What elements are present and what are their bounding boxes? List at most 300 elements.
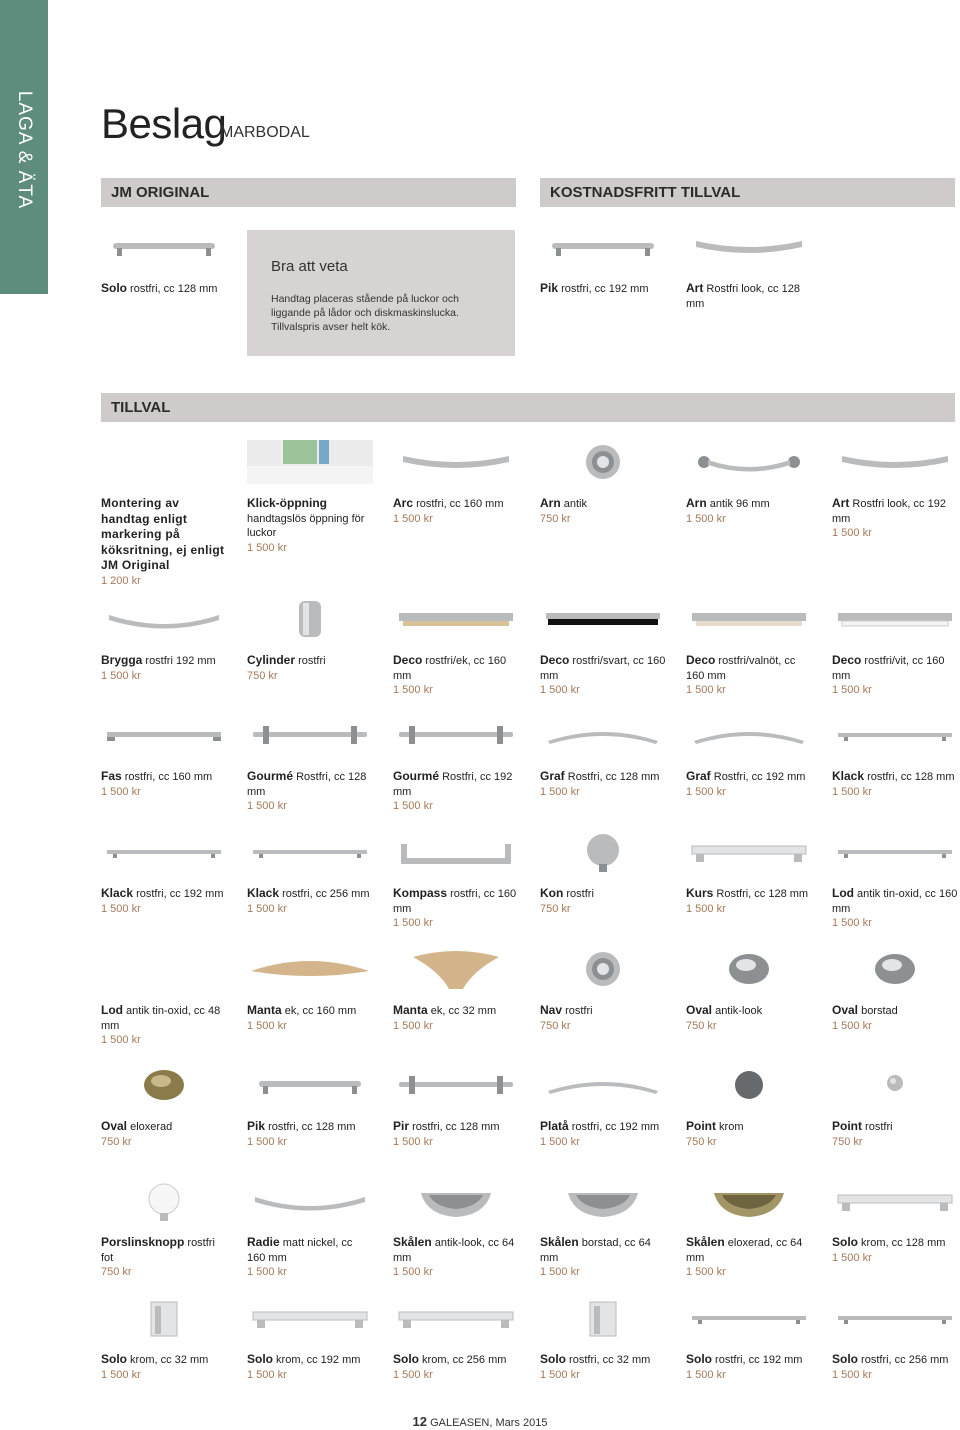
product-price: 1 500 kr (832, 1019, 872, 1032)
product-price: 1 500 kr (393, 1019, 433, 1032)
product-name (686, 1235, 812, 1265)
product-desc: rostfri, cc 160 mm (393, 888, 517, 915)
square-bar-icon (247, 1296, 373, 1340)
cup-handle-icon (686, 440, 812, 484)
round-knob-icon (540, 440, 666, 484)
product-price: 1 500 kr (247, 800, 287, 812)
product-name (832, 769, 958, 785)
product-title: Oval (686, 1003, 713, 1017)
product-price: 1 500 kr (686, 785, 726, 798)
page-number: 12 (412, 1414, 427, 1429)
product-desc: ek, cc 32 mm (427, 1005, 497, 1017)
product-card (832, 653, 958, 698)
product-name (393, 1352, 519, 1368)
product-price: 1 500 kr (832, 684, 872, 696)
info-box (247, 230, 515, 356)
square-bar-icon (393, 1296, 519, 1340)
product-card (393, 653, 519, 698)
product-name (393, 769, 519, 799)
product-name (832, 1119, 958, 1135)
product-title: Kurs (686, 886, 714, 900)
product-name (247, 886, 373, 902)
product-desc: rostfri 192 mm (142, 655, 216, 667)
product-title: Fas (101, 769, 122, 783)
product-price: 1 500 kr (393, 1368, 433, 1381)
product-desc: rostfri, cc 256 mm (279, 888, 370, 900)
thin-bar-icon (832, 1296, 958, 1340)
thin-bar-icon (832, 713, 958, 757)
curved-handle-icon (686, 225, 812, 269)
product-desc: rostfri, cc 160 mm (413, 498, 504, 510)
footer-date: Mars 2015 (495, 1417, 548, 1429)
product-price: 1 500 kr (247, 1135, 287, 1148)
product-price: 750 kr (101, 1135, 132, 1148)
product-desc: rostfri fot (101, 1237, 215, 1264)
product-title: Radie (247, 1235, 280, 1249)
product-name (247, 769, 373, 799)
product-title: Oval (101, 1119, 128, 1133)
info-text: Handtag placeras stående på luckor och liggande på lådor och diskmaskinslucka. Tillvalspris avser helt kök. (271, 293, 459, 333)
product-price: 750 kr (540, 902, 571, 915)
product-card (247, 1119, 373, 1149)
product-title: Solo (247, 1352, 273, 1366)
cone-knob-icon (540, 830, 666, 874)
product-card (686, 1003, 812, 1033)
product-card (686, 1235, 812, 1280)
product-title: Arc (393, 496, 414, 510)
product-price: 750 kr (686, 1135, 717, 1148)
product-price: 750 kr (686, 1019, 717, 1032)
product-desc: antik 96 mm (706, 498, 770, 510)
product-name (832, 1003, 958, 1019)
product-title: Montering av handtag enligt markering på köksritning, ej enligt JM Original (101, 496, 225, 572)
section-tab-label: LAGA & ÄTA (14, 90, 35, 210)
product-card (101, 886, 227, 916)
product-title: Deco (393, 653, 423, 667)
product-name (832, 653, 958, 683)
bar-handle-icon (247, 1063, 373, 1107)
bow-handle-icon (247, 1179, 373, 1223)
product-desc: Rostfri look, cc 192 mm (832, 498, 946, 525)
product-title: Art (686, 281, 704, 295)
product-card (393, 1352, 519, 1382)
product-desc: rostfri, cc 128 mm (127, 283, 218, 295)
product-card (832, 1119, 958, 1149)
product-name (247, 1352, 373, 1368)
product-card (393, 1003, 519, 1033)
product-title: Manta (393, 1003, 428, 1017)
product-price: 1 500 kr (393, 800, 433, 812)
wood-knob-icon (393, 947, 519, 991)
product-price: 1 500 kr (247, 902, 287, 915)
band-jm-original (101, 178, 516, 207)
product-card (393, 496, 519, 526)
product-name (832, 1235, 958, 1251)
product-desc: matt nickel, cc 160 mm (247, 1237, 353, 1264)
rail-handle-icon (247, 713, 373, 757)
product-name (247, 653, 373, 669)
product-card (247, 1235, 373, 1280)
arch-handle-icon (540, 1063, 666, 1107)
product-price: 1 500 kr (393, 512, 433, 525)
product-title: Pir (393, 1119, 410, 1133)
product-title: Kompass (393, 886, 448, 900)
product-name (101, 281, 227, 297)
product-desc: antik tin-oxid, cc 160 mm (832, 888, 958, 915)
product-title: Skålen (393, 1235, 432, 1249)
band-jm-original-label: JM ORIGINAL (111, 184, 210, 201)
arch-handle-icon (686, 713, 812, 757)
oval-knob-icon (686, 947, 812, 991)
product-title: Deco (686, 653, 716, 667)
dark-knob-icon (686, 1063, 812, 1107)
product-title: Oval (832, 1003, 859, 1017)
product-title: Graf (540, 769, 565, 783)
product-title: Solo (101, 281, 127, 295)
deco-walnut-icon (686, 597, 812, 641)
product-card (247, 653, 373, 683)
product-price: 750 kr (247, 669, 278, 682)
u-handle-icon (393, 830, 519, 874)
product-card (393, 769, 519, 814)
product-name (540, 1003, 666, 1019)
product-name (832, 1352, 958, 1368)
product-name (393, 496, 519, 512)
product-title: Deco (540, 653, 570, 667)
product-title: Solo (540, 1352, 566, 1366)
product-name (393, 653, 519, 683)
bar-handle-icon (101, 225, 227, 269)
band-tillval-label: TILLVAL (111, 399, 171, 416)
product-desc: rostfri/vit, cc 160 mm (832, 655, 945, 682)
product-desc: borstad, cc 64 mm (540, 1237, 651, 1264)
product-price: 750 kr (832, 1135, 863, 1148)
product-title: Porslinsknopp (101, 1235, 185, 1249)
product-title: Nav (540, 1003, 563, 1017)
product-title: Lod (101, 1003, 123, 1017)
product-desc: Rostfri, cc 128 mm (247, 771, 367, 798)
product-desc: rostfri, cc 192 mm (568, 1121, 660, 1133)
rail-handle-icon (393, 713, 519, 757)
blank-icon (101, 947, 227, 991)
product-desc: rostfri, cc 192 mm (558, 283, 649, 295)
product-price: 1 500 kr (686, 684, 726, 696)
product-card (101, 1003, 227, 1048)
product-desc: borstad (858, 1005, 898, 1017)
product-name (540, 886, 666, 902)
product-name (247, 496, 373, 541)
product-name (101, 1003, 227, 1033)
product-name (686, 1003, 812, 1019)
product-card (540, 1119, 666, 1149)
product-title: Solo (686, 1352, 712, 1366)
product-card (686, 1119, 812, 1149)
deco-black-icon (540, 597, 666, 641)
product-name (540, 1119, 666, 1135)
porcelain-knob-icon (101, 1179, 227, 1223)
product-desc: eloxerad, cc 64 mm (686, 1237, 803, 1264)
product-name (832, 496, 958, 526)
product-desc: rostfri/ek, cc 160 mm (393, 655, 507, 682)
flat-handle-icon (101, 713, 227, 757)
product-name (686, 886, 812, 902)
product-price: 1 500 kr (393, 1266, 433, 1278)
shell-handle-icon (540, 1179, 666, 1223)
product-card (832, 886, 958, 931)
product-price: 1 500 kr (101, 669, 141, 682)
product-name (393, 1235, 519, 1265)
product-name (686, 1352, 812, 1368)
product-desc: krom, cc 256 mm (419, 1354, 507, 1366)
product-desc: handtagslös öppning för luckor (247, 512, 365, 539)
product-price: 1 500 kr (832, 1368, 872, 1381)
product-card (832, 496, 958, 541)
product-name (101, 1119, 227, 1135)
product-name (540, 281, 666, 297)
product-name (393, 1119, 519, 1135)
product-name (686, 281, 812, 311)
product-desc: rostfri, cc 128 mm (409, 1121, 500, 1133)
product-card (832, 1235, 958, 1265)
product-price: 1 500 kr (101, 902, 141, 915)
product-card (686, 769, 812, 799)
deco-oak-icon (393, 597, 519, 641)
product-price: 1 500 kr (101, 785, 141, 798)
band-tillval (101, 393, 955, 422)
product-price: 1 500 kr (686, 1368, 726, 1381)
round-knob-icon (540, 947, 666, 991)
product-price: 1 500 kr (393, 1135, 433, 1148)
product-name (686, 496, 812, 512)
product-name (101, 1235, 227, 1265)
product-title: Art (832, 496, 850, 510)
product-title: Solo (101, 1352, 127, 1366)
product-desc: Rostfri, cc 192 mm (710, 771, 806, 783)
product-name (101, 886, 227, 902)
rail-handle-icon (393, 1063, 519, 1107)
deco-white-icon (832, 597, 958, 641)
square-bar-icon (832, 1179, 958, 1223)
product-price: 1 500 kr (247, 1019, 287, 1032)
product-price: 750 kr (101, 1266, 132, 1278)
product-desc: rostfri, cc 192 mm (712, 1354, 803, 1366)
product-title: Manta (247, 1003, 282, 1017)
product-desc: Rostfri look, cc 128 mm (686, 283, 800, 310)
product-desc: rostfri (563, 888, 594, 900)
product-desc: krom (716, 1121, 744, 1133)
product-price: 1 500 kr (540, 1266, 580, 1278)
product-desc: ek, cc 160 mm (281, 1005, 357, 1017)
product-card (101, 496, 227, 588)
product-title: Skålen (686, 1235, 725, 1249)
product-name (247, 1235, 373, 1265)
page-subtitle: MARBODAL (220, 124, 310, 141)
product-card (540, 496, 666, 526)
product-price: 1 500 kr (247, 1266, 287, 1278)
page-title: Beslag (101, 100, 227, 147)
product-desc: krom, cc 192 mm (273, 1354, 361, 1366)
product-name (832, 886, 958, 916)
product-card (686, 281, 812, 311)
product-card (101, 281, 227, 297)
product-name (101, 653, 227, 669)
product-name (540, 1235, 666, 1265)
product-card (540, 1003, 666, 1033)
product-desc: rostfri, cc 192 mm (133, 888, 224, 900)
product-price: 750 kr (540, 1019, 571, 1032)
product-name (101, 1352, 227, 1368)
band-free-option-label: KOSTNADSFRITT TILLVAL (550, 184, 741, 201)
product-price: 1 500 kr (540, 1368, 580, 1381)
blank-icon (101, 440, 227, 484)
product-card (686, 1352, 812, 1382)
product-desc: antik-look (712, 1005, 763, 1017)
section-tab (0, 0, 48, 294)
product-card (540, 653, 666, 698)
product-card (832, 769, 958, 799)
product-price: 1 500 kr (101, 1368, 141, 1381)
product-desc: rostfri, cc 160 mm (121, 771, 213, 783)
product-desc: antik (560, 498, 587, 510)
curved-handle-icon (832, 440, 958, 484)
product-card (832, 1352, 958, 1382)
product-card (247, 1003, 373, 1033)
product-card (540, 281, 666, 297)
product-name (393, 1003, 519, 1019)
product-price: 1 500 kr (540, 684, 580, 696)
page-footer (0, 1414, 960, 1429)
product-card (540, 886, 666, 916)
product-desc: Rostfri, cc 192 mm (393, 771, 513, 798)
product-desc: rostfri, cc 32 mm (566, 1354, 651, 1366)
product-name (686, 653, 812, 683)
product-name (540, 653, 666, 683)
product-name (540, 769, 666, 785)
info-title: Bra att veta (271, 258, 348, 275)
product-card (101, 1119, 227, 1149)
product-name (686, 769, 812, 785)
oval-knob-brass-icon (101, 1063, 227, 1107)
product-card (393, 886, 519, 931)
product-price: 1 500 kr (686, 1266, 726, 1278)
thin-bar-icon (247, 830, 373, 874)
product-card (247, 769, 373, 814)
kitchen-photo-icon (247, 440, 373, 484)
bow-handle-icon (101, 597, 227, 641)
product-title: Klack (247, 886, 280, 900)
product-card (247, 886, 373, 916)
product-title: Point (832, 1119, 862, 1133)
product-desc: rostfri, cc 128 mm (265, 1121, 356, 1133)
band-free-option (540, 178, 955, 207)
product-title: Arn (540, 496, 561, 510)
square-bar-icon (686, 830, 812, 874)
product-desc: rostfri (562, 1005, 593, 1017)
product-title: Klick-öppning (247, 496, 327, 510)
product-title: Gourmé (247, 769, 294, 783)
product-price: 1 500 kr (832, 917, 872, 929)
product-name (540, 496, 666, 512)
product-desc: rostfri/svart, cc 160 mm (540, 655, 666, 682)
product-title: Kon (540, 886, 564, 900)
product-desc: rostfri, cc 256 mm (858, 1354, 949, 1366)
product-title: Solo (832, 1235, 858, 1249)
product-desc: rostfri/valnöt, cc 160 mm (686, 655, 796, 682)
product-title: Arn (686, 496, 707, 510)
shell-handle-brass-icon (686, 1179, 812, 1223)
thin-bar-icon (686, 1296, 812, 1340)
product-card (101, 1235, 227, 1280)
product-price: 1 500 kr (101, 1034, 141, 1046)
product-title: Klack (101, 886, 134, 900)
thin-bar-icon (832, 830, 958, 874)
product-price: 1 500 kr (686, 902, 726, 915)
product-price: 1 500 kr (393, 917, 433, 929)
shell-handle-icon (393, 1179, 519, 1223)
product-card (247, 1352, 373, 1382)
product-desc: antik tin-oxid, cc 48 mm (101, 1005, 221, 1032)
product-price: 1 500 kr (540, 785, 580, 798)
product-desc: krom, cc 128 mm (858, 1237, 946, 1249)
product-card (540, 1235, 666, 1280)
product-title: Point (686, 1119, 716, 1133)
product-card (540, 1352, 666, 1382)
product-desc: rostfri, cc 128 mm (864, 771, 955, 783)
bar-handle-icon (540, 225, 666, 269)
product-title: Deco (832, 653, 862, 667)
product-desc: rostfri (295, 655, 326, 667)
product-name (247, 1003, 373, 1019)
product-desc: antik-look, cc 64 mm (393, 1237, 515, 1264)
product-price: 750 kr (540, 512, 571, 525)
product-card (540, 769, 666, 799)
product-name (393, 886, 519, 916)
product-name (101, 769, 227, 785)
product-name (101, 496, 227, 574)
curved-handle-icon (393, 440, 519, 484)
product-title: Klack (832, 769, 865, 783)
thin-bar-icon (101, 830, 227, 874)
product-card (101, 1352, 227, 1382)
product-price: 1 500 kr (686, 512, 726, 525)
product-title: Skålen (540, 1235, 579, 1249)
product-card (686, 653, 812, 698)
product-price: 1 500 kr (247, 1368, 287, 1381)
product-desc: Rostfri, cc 128 mm (564, 771, 660, 783)
product-title: Lod (832, 886, 854, 900)
product-title: Pik (247, 1119, 266, 1133)
footer-brand: GALEASEN, (430, 1417, 493, 1429)
product-desc: eloxerad (127, 1121, 173, 1133)
product-name (686, 1119, 812, 1135)
cylinder-knob-icon (247, 597, 373, 641)
product-title: Pik (540, 281, 559, 295)
small-knob-icon (832, 1063, 958, 1107)
product-card (686, 886, 812, 916)
product-price: 1 500 kr (832, 785, 872, 798)
product-name (540, 1352, 666, 1368)
product-price: 1 500 kr (540, 1135, 580, 1148)
product-card (393, 1119, 519, 1149)
product-card (101, 653, 227, 683)
oval-knob-icon (832, 947, 958, 991)
product-title: Brygga (101, 653, 143, 667)
product-name (247, 1119, 373, 1135)
product-price: 1 500 kr (247, 541, 287, 554)
product-title: Graf (686, 769, 711, 783)
product-price: 1 500 kr (832, 1251, 872, 1264)
wood-handle-icon (247, 947, 373, 991)
